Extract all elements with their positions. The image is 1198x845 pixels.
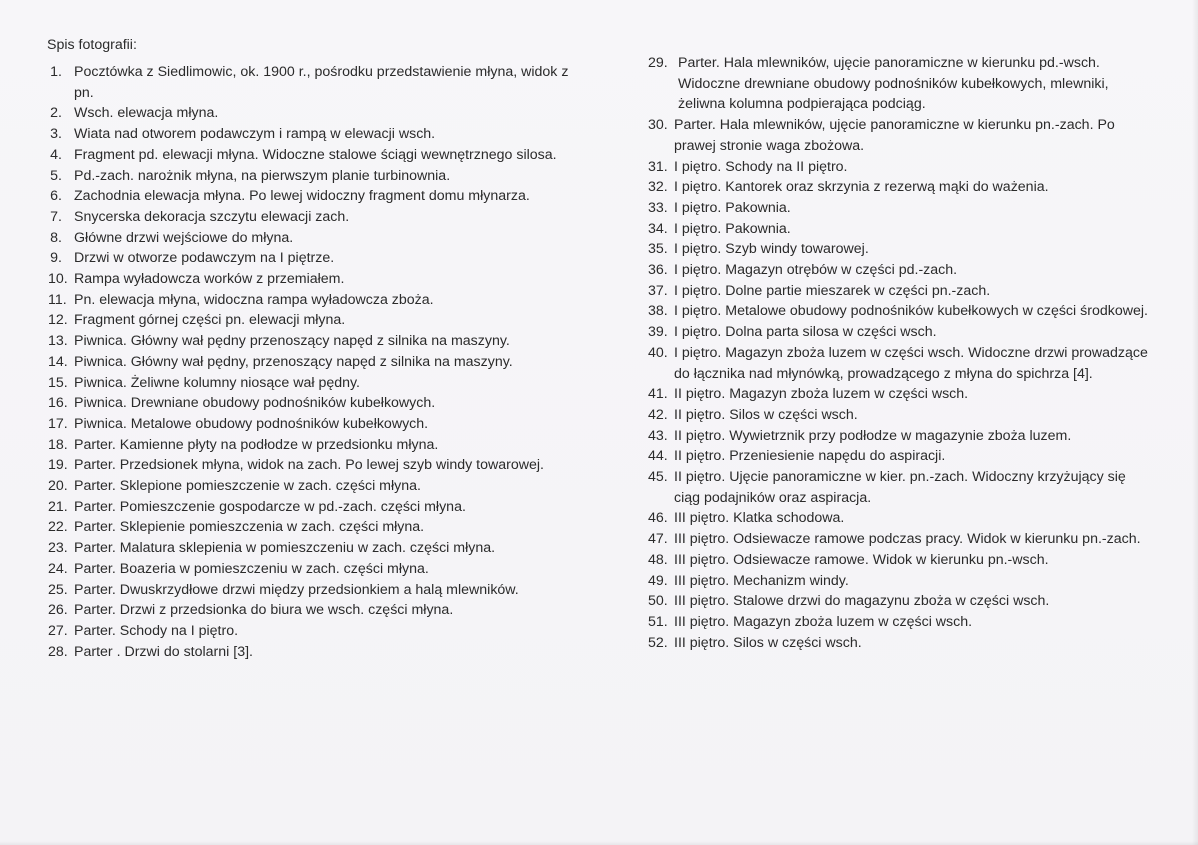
item-number: 4. xyxy=(50,146,62,163)
item-text: III piętro. Silos w części wsch. xyxy=(674,634,862,651)
item-number: 27. xyxy=(48,622,68,639)
item-text: Parter. Hala mlewników, ujęcie panoramiczne w kierunku pd.-wsch. Widoczne drewniane obudowy podnośników kubełkowych, mlewniki, żeliwna kolumna podpierająca podciąg. xyxy=(678,55,1109,113)
list-item xyxy=(48,455,578,476)
item-text: Rampa wyładowcza worków z przemiałem. xyxy=(74,271,345,288)
item-number: 43. xyxy=(648,427,668,444)
list-item xyxy=(48,497,578,518)
item-text: Parter. Hala mlewników, ujęcie panoramiczne w kierunku pn.-zach. Po prawej stronie waga zbożowa. xyxy=(674,117,1115,154)
item-number: 16. xyxy=(48,395,68,412)
page-edge-shadow-right xyxy=(1192,0,1198,845)
item-text: Pd.-zach. narożnik młyna, na pierwszym planie turbinownia. xyxy=(74,167,451,184)
item-text: Drzwi w otworze podawczym na I piętrze. xyxy=(74,250,335,267)
list-item xyxy=(48,248,578,269)
item-number: 48. xyxy=(648,551,668,568)
list-item xyxy=(48,414,578,435)
item-number: 29. xyxy=(648,55,668,71)
item-text: Piwnica. Żeliwne kolumny niosące wał pędny. xyxy=(74,374,360,391)
item-text: I piętro. Kantorek oraz skrzynia z rezerwą mąki do ważenia. xyxy=(674,179,1049,196)
list-item xyxy=(48,103,578,124)
list-item xyxy=(648,405,1153,426)
list-item xyxy=(48,621,578,642)
item-number: 37. xyxy=(648,282,668,299)
item-number: 8. xyxy=(50,229,62,246)
item-text: I piętro. Magazyn otrębów w części pd.-zach. xyxy=(674,262,958,279)
item-text: III piętro. Klatka schodowa. xyxy=(674,510,845,527)
list-item xyxy=(48,559,578,580)
photo-list-left-column xyxy=(48,62,578,662)
list-item xyxy=(648,281,1153,302)
item-text: I piętro. Schody na II piętro. xyxy=(674,158,848,175)
item-number: 7. xyxy=(50,208,62,225)
list-item xyxy=(48,600,578,621)
item-text: I piętro. Szyb windy towarowej. xyxy=(674,241,869,258)
item-number: 5. xyxy=(50,167,62,184)
item-number: 52. xyxy=(648,634,668,651)
list-item xyxy=(648,571,1153,592)
item-text: Piwnica. Drewniane obudowy podnośników kubełkowych. xyxy=(74,395,436,412)
item-number: 40. xyxy=(648,344,668,361)
list-item xyxy=(48,476,578,497)
item-number: 38. xyxy=(648,303,668,320)
list-item xyxy=(48,352,578,373)
item-text: III piętro. Odsiewacze ramowe podczas pracy. Widok w kierunku pn.-zach. xyxy=(674,531,1141,548)
item-number: 25. xyxy=(48,581,68,598)
item-number: 13. xyxy=(48,333,68,350)
item-text: Piwnica. Główny wał pędny przenoszący napęd z silnika na maszyny. xyxy=(74,333,510,350)
item-number: 45. xyxy=(648,469,668,486)
item-number: 50. xyxy=(648,593,668,610)
list-item xyxy=(48,310,578,331)
item-text: III piętro. Mechanizm windy. xyxy=(674,572,849,589)
item-number: 3. xyxy=(50,126,62,143)
item-number: 2. xyxy=(50,105,62,122)
item-number: 44. xyxy=(648,448,668,465)
list-item xyxy=(648,157,1153,178)
item-number: 47. xyxy=(648,531,668,548)
list-item xyxy=(48,580,578,601)
list-item xyxy=(648,508,1153,529)
list-item xyxy=(48,393,578,414)
item-number: 17. xyxy=(48,415,68,432)
item-text: II piętro. Magazyn zboża luzem w części wsch. xyxy=(674,386,969,403)
item-text: II piętro. Silos w części wsch. xyxy=(674,406,858,423)
item-text: I piętro. Dolne partie mieszarek w części pn.-zach. xyxy=(674,282,991,299)
item-text: II piętro. Ujęcie panoramiczne w kier. pn.-zach. Widoczny krzyżujący się ciąg podajników oraz aspiracja. xyxy=(674,469,1126,506)
item-number: 51. xyxy=(648,613,668,630)
item-text: Snycerska dekoracja szczytu elewacji zach. xyxy=(74,208,350,225)
list-item xyxy=(48,642,578,663)
item-number: 42. xyxy=(648,406,668,423)
item-text: Pn. elewacja młyna, widoczna rampa wyładowcza zboża. xyxy=(74,291,434,308)
list-item xyxy=(648,219,1153,240)
list-item xyxy=(48,517,578,538)
item-number: 49. xyxy=(648,572,668,589)
list-item xyxy=(48,435,578,456)
item-text: Piwnica. Główny wał pędny, przenoszący napęd z silnika na maszyny. xyxy=(74,353,513,370)
list-item xyxy=(648,384,1153,405)
list-item xyxy=(648,446,1153,467)
list-item xyxy=(648,301,1153,322)
photo-list-right-column xyxy=(648,53,1153,653)
list-item xyxy=(648,633,1153,654)
item-number: 22. xyxy=(48,519,68,536)
item-number: 14. xyxy=(48,353,68,370)
list-item xyxy=(648,426,1153,447)
item-number: 41. xyxy=(648,386,668,403)
item-text: Wiata nad otworem podawczym i rampą w elewacji wsch. xyxy=(74,126,436,143)
item-text: Parter. Schody na I piętro. xyxy=(74,622,239,639)
item-text: Parter. Dwuskrzydłowe drzwi między przedsionkiem a halą mlewników. xyxy=(74,581,519,598)
list-item xyxy=(648,591,1153,612)
item-number: 21. xyxy=(48,498,68,515)
item-number: 6. xyxy=(50,188,62,205)
item-text: Fragment górnej części pn. elewacji młyna. xyxy=(74,312,346,329)
list-item xyxy=(648,612,1153,633)
list-item xyxy=(648,260,1153,281)
list-item xyxy=(648,550,1153,571)
list-item xyxy=(48,62,578,103)
list-item xyxy=(48,269,578,290)
item-number: 24. xyxy=(48,560,68,577)
list-item xyxy=(48,124,578,145)
item-text: I piętro. Pakownia. xyxy=(674,199,791,216)
item-number: 31. xyxy=(648,158,668,175)
item-text: Parter. Boazeria w pomieszczeniu w zach. części młyna. xyxy=(74,560,429,577)
item-number: 46. xyxy=(648,510,668,527)
item-text: Parter. Kamienne płyty na podłodze w przedsionku młyna. xyxy=(74,436,439,453)
list-item xyxy=(48,290,578,311)
item-text: III piętro. Magazyn zboża luzem w części wsch. xyxy=(674,613,973,630)
item-text: Główne drzwi wejściowe do młyna. xyxy=(74,229,294,246)
item-number: 32. xyxy=(648,179,668,196)
list-item xyxy=(48,145,578,166)
item-text: II piętro. Wywietrznik przy podłodze w magazynie zboża luzem. xyxy=(674,427,1072,444)
item-text: Zachodnia elewacja młyna. Po lewej widoczny fragment domu młynarza. xyxy=(74,188,530,205)
item-text: Pocztówka z Siedlimowic, ok. 1900 r., pośrodku przedstawienie młyna, widok z pn. xyxy=(74,64,569,101)
list-item xyxy=(648,239,1153,260)
list-item xyxy=(48,186,578,207)
item-number: 34. xyxy=(648,220,668,237)
item-number: 36. xyxy=(648,262,668,279)
item-number: 30. xyxy=(648,117,668,134)
item-text: Fragment pd. elewacji młyna. Widoczne stalowe ściągi wewnętrznego silosa. xyxy=(74,146,557,163)
list-item xyxy=(648,529,1153,550)
item-number: 20. xyxy=(48,478,68,495)
item-number: 35. xyxy=(648,241,668,258)
list-item xyxy=(648,467,1153,508)
item-number: 11. xyxy=(48,291,67,308)
list-item xyxy=(648,115,1153,156)
item-number: 26. xyxy=(48,602,68,619)
item-text: I piętro. Magazyn zboża luzem w części wsch. Widoczne drzwi prowadzące do łącznika nad młynówką, prowadzącego z młyna do spichrza [4]. xyxy=(674,344,1148,382)
item-number: 10. xyxy=(48,271,68,288)
list-item xyxy=(48,373,578,394)
item-number: 33. xyxy=(648,199,668,216)
item-text: Parter. Pomieszczenie gospodarcze w pd.-zach. części młyna. xyxy=(74,498,466,515)
list-item xyxy=(48,207,578,228)
item-number: 12. xyxy=(48,312,68,329)
item-text: III piętro. Stalowe drzwi do magazynu zboża w części wsch. xyxy=(674,593,1050,610)
page-edge-shadow-bottom xyxy=(0,841,1198,845)
item-text: I piętro. Dolna parta silosa w części wsch. xyxy=(674,324,937,341)
item-number: 1. xyxy=(50,64,62,80)
item-text: Parter. Sklepione pomieszczenie w zach. części młyna. xyxy=(74,478,421,495)
item-number: 39. xyxy=(648,324,668,341)
list-item xyxy=(48,331,578,352)
list-item xyxy=(648,343,1153,384)
item-text: Piwnica. Metalowe obudowy podnośników kubełkowych. xyxy=(74,415,429,432)
item-text: III piętro. Odsiewacze ramowe. Widok w kierunku pn.-wsch. xyxy=(674,551,1049,568)
list-item xyxy=(648,53,1153,115)
item-text: I piętro. Pakownia. xyxy=(674,220,791,237)
item-text: Wsch. elewacja młyna. xyxy=(74,105,219,122)
item-number: 19. xyxy=(48,457,68,474)
page-title: Spis fotografii: xyxy=(47,37,137,53)
item-text: Parter. Przedsionek młyna, widok na zach. Po lewej szyb windy towarowej. xyxy=(74,457,544,474)
item-number: 15. xyxy=(48,374,68,391)
item-text: Parter. Malatura sklepienia w pomieszczeniu w zach. części młyna. xyxy=(74,540,496,557)
item-text: I piętro. Metalowe obudowy podnośników kubełkowych w części środkowej. xyxy=(674,303,1148,320)
list-item xyxy=(648,198,1153,219)
item-number: 23. xyxy=(48,540,68,557)
item-text: Parter . Drzwi do stolarni [3]. xyxy=(74,643,253,660)
item-number: 28. xyxy=(48,643,68,660)
item-text: Parter. Drzwi z przedsionka do biura we wsch. części młyna. xyxy=(74,602,454,619)
item-text: II piętro. Przeniesienie napędu do aspiracji. xyxy=(674,448,946,465)
item-number: 18. xyxy=(48,436,68,453)
list-item xyxy=(48,228,578,249)
list-item xyxy=(48,538,578,559)
list-item xyxy=(648,322,1153,343)
list-item xyxy=(48,166,578,187)
item-number: 9. xyxy=(50,250,62,267)
list-item xyxy=(648,177,1153,198)
item-text: Parter. Sklepienie pomieszczenia w zach. części młyna. xyxy=(74,519,425,536)
